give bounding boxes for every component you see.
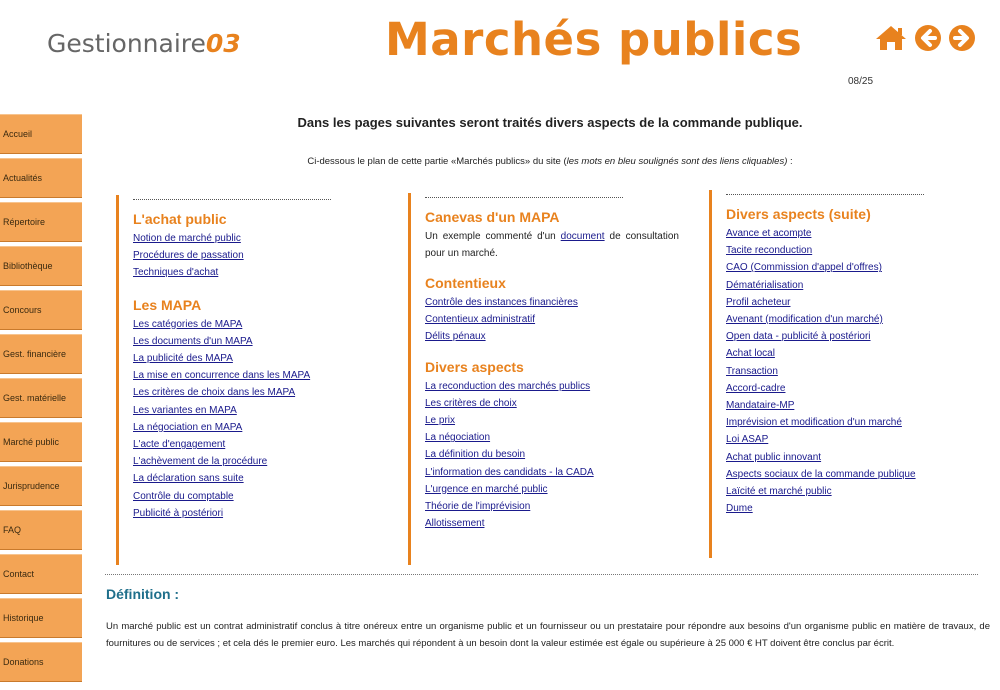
link-publicite-mapa[interactable]: La publicité des MAPA [133, 353, 233, 365]
logo-accent: 03 [205, 29, 241, 58]
link-controle-instances-financieres[interactable]: Contrôle des instances financières [425, 297, 578, 308]
link-achat-local[interactable]: Achat local [726, 348, 775, 360]
link-la-negociation[interactable]: La négociation [425, 432, 491, 444]
link-criteres-choix-mapa[interactable]: Les critères de choix dans les MAPA [133, 387, 296, 399]
page-number: 08/25 [848, 76, 874, 87]
section-title-canevas-mapa: Canevas d'un MAPA [425, 209, 560, 225]
site-logo[interactable] [47, 29, 241, 58]
link-avenant[interactable]: Avenant (modification d'un marché) [726, 314, 883, 326]
section-title-contentieux: Contentieux [425, 275, 506, 291]
intro-title: Dans les pages suivantes seront traités divers aspects de la commande publique. [297, 115, 803, 130]
link-documents-mapa[interactable]: Les documents d'un MAPA [133, 335, 253, 347]
sidebar-item-gest-financiere[interactable]: Gest. financière [0, 334, 82, 374]
link-publicite-posteriori[interactable]: Publicité à postériori [133, 507, 224, 519]
section-title-achat-public: L'achat public [133, 211, 227, 227]
page-title: Marchés publics [385, 13, 803, 66]
logo-main: Gestionnaire [47, 29, 206, 58]
plan-column-2 [408, 193, 679, 565]
link-criteres-choix[interactable]: Les critères de choix [425, 397, 517, 409]
link-variantes-mapa[interactable]: Les variantes en MAPA [133, 404, 237, 416]
intro-sub-after: : [787, 156, 793, 167]
link-urgence-marche-public[interactable]: L'urgence en marché public [425, 483, 548, 495]
section-divider [105, 574, 978, 575]
link-profil-acheteur[interactable]: Profil acheteur [726, 296, 791, 308]
link-dume[interactable]: Dume [726, 503, 753, 515]
link-definition-besoin[interactable]: La définition du besoin [425, 449, 526, 461]
sidebar-item-faq[interactable]: FAQ [0, 510, 82, 550]
section-title-divers-aspects: Divers aspects [425, 358, 524, 375]
link-aspects-sociaux[interactable]: Aspects sociaux de la commande publique [726, 468, 916, 480]
sidebar-item-accueil[interactable]: Accueil [0, 114, 82, 154]
intro-sub-before: Ci-dessous le plan de cette partie «Marchés publics» du site ( [307, 156, 567, 167]
link-achevement-procedure[interactable]: L'achèvement de la procédure [133, 456, 268, 468]
plan-column-3 [709, 190, 924, 558]
link-imprevision-modification[interactable]: Imprévision et modification d'un marché [726, 417, 902, 429]
sidebar-item-concours[interactable]: Concours [0, 290, 82, 330]
column-divider-dots [133, 199, 331, 200]
sidebar-item-marche-public[interactable]: Marché public [0, 422, 82, 462]
link-cao[interactable]: CAO (Commission d'appel d'offres) [726, 262, 882, 274]
link-allotissement[interactable]: Allotissement [425, 518, 485, 530]
link-document[interactable]: document [560, 231, 605, 242]
home-icon[interactable] [874, 24, 908, 52]
intro-sub-italic: les mots en bleu soulignés sont des liens cliquables) [566, 156, 788, 167]
plan-column-1 [116, 195, 331, 565]
sidebar-item-donations[interactable]: Donations [0, 642, 82, 682]
link-achat-public-innovant[interactable]: Achat public innovant [726, 451, 822, 463]
link-dematerialisation[interactable]: Dématérialisation [726, 279, 804, 291]
sidebar-item-historique[interactable]: Historique [0, 598, 82, 638]
section-title-mapa: Les MAPA [133, 296, 202, 313]
arrow-right-circle-icon[interactable] [948, 24, 976, 52]
link-avance-acompte[interactable]: Avance et acompte [726, 228, 812, 239]
definition-text: Un marché public est un contrat administratif conclus à titre onéreux entre un organisme public et un fournisseur ou un prestataire pour répondre aux besoins d'un organisme public en matière de travaux, de fournitures ou de services ; et cela dés le premier euro. Les marchés qui répondent à un besoin dont la valeur estimée est égale ou supérieure à 25 000 € HT doivent être conclus par écrit. [106, 621, 990, 649]
column-divider-dots [726, 194, 924, 195]
link-procedures-passation[interactable]: Procédures de passation [133, 250, 244, 262]
link-mise-concurrence-mapa[interactable]: La mise en concurrence dans les MAPA [133, 370, 311, 382]
link-open-data[interactable]: Open data - publicité à postériori [726, 331, 871, 343]
canevas-description [425, 228, 679, 262]
canevas-text-after: de consultation pour un marché. [425, 231, 679, 259]
link-declaration-sans-suite[interactable]: La déclaration sans suite [133, 473, 244, 485]
definition-title: Définition : [106, 586, 180, 602]
nav-icons [874, 24, 976, 52]
link-reconduction-marches[interactable]: La reconduction des marchés publics [425, 380, 591, 392]
link-categories-mapa[interactable]: Les catégories de MAPA [133, 318, 243, 330]
link-theorie-imprevision[interactable]: Théorie de l'imprévision [425, 501, 531, 513]
sidebar-item-bibliotheque[interactable]: Bibliothèque [0, 246, 82, 286]
link-le-prix[interactable]: Le prix [425, 415, 456, 427]
link-information-candidats-cada[interactable]: L'information des candidats - la CADA [425, 466, 594, 478]
canevas-text-before: Un exemple commenté d'un [425, 231, 561, 242]
intro-subtitle [110, 156, 990, 167]
sidebar-item-jurisprudence[interactable]: Jurisprudence [0, 466, 82, 506]
link-controle-comptable[interactable]: Contrôle du comptable [133, 490, 234, 502]
sidebar-item-actualites[interactable]: Actualités [0, 158, 82, 198]
link-laicite-marche-public[interactable]: Laïcité et marché public [726, 486, 832, 498]
link-acte-engagement[interactable]: L'acte d'engagement [133, 439, 226, 451]
link-mandataire-mp[interactable]: Mandataire-MP [726, 400, 795, 412]
link-accord-cadre[interactable]: Accord-cadre [726, 382, 786, 394]
arrow-left-circle-icon[interactable] [914, 24, 942, 52]
sidebar-item-gest-materielle[interactable]: Gest. matérielle [0, 378, 82, 418]
link-negociation-mapa[interactable]: La négociation en MAPA [133, 421, 243, 433]
sidebar-item-repertoire[interactable]: Répertoire [0, 202, 82, 242]
link-loi-asap[interactable]: Loi ASAP [726, 434, 769, 446]
link-delits-penaux[interactable]: Délits pénaux [425, 331, 486, 343]
sidebar-item-contact[interactable]: Contact [0, 554, 82, 594]
link-contentieux-administratif[interactable]: Contentieux administratif [425, 314, 536, 326]
link-tacite-reconduction[interactable]: Tacite reconduction [726, 245, 813, 257]
link-transaction[interactable]: Transaction [726, 365, 778, 377]
column-divider-dots [425, 197, 623, 198]
link-notion-marche-public[interactable]: Notion de marché public [133, 233, 241, 244]
section-title-divers-aspects-suite: Divers aspects (suite) [726, 206, 871, 222]
sidebar-nav [0, 114, 82, 686]
link-techniques-achat[interactable]: Techniques d'achat [133, 267, 219, 279]
